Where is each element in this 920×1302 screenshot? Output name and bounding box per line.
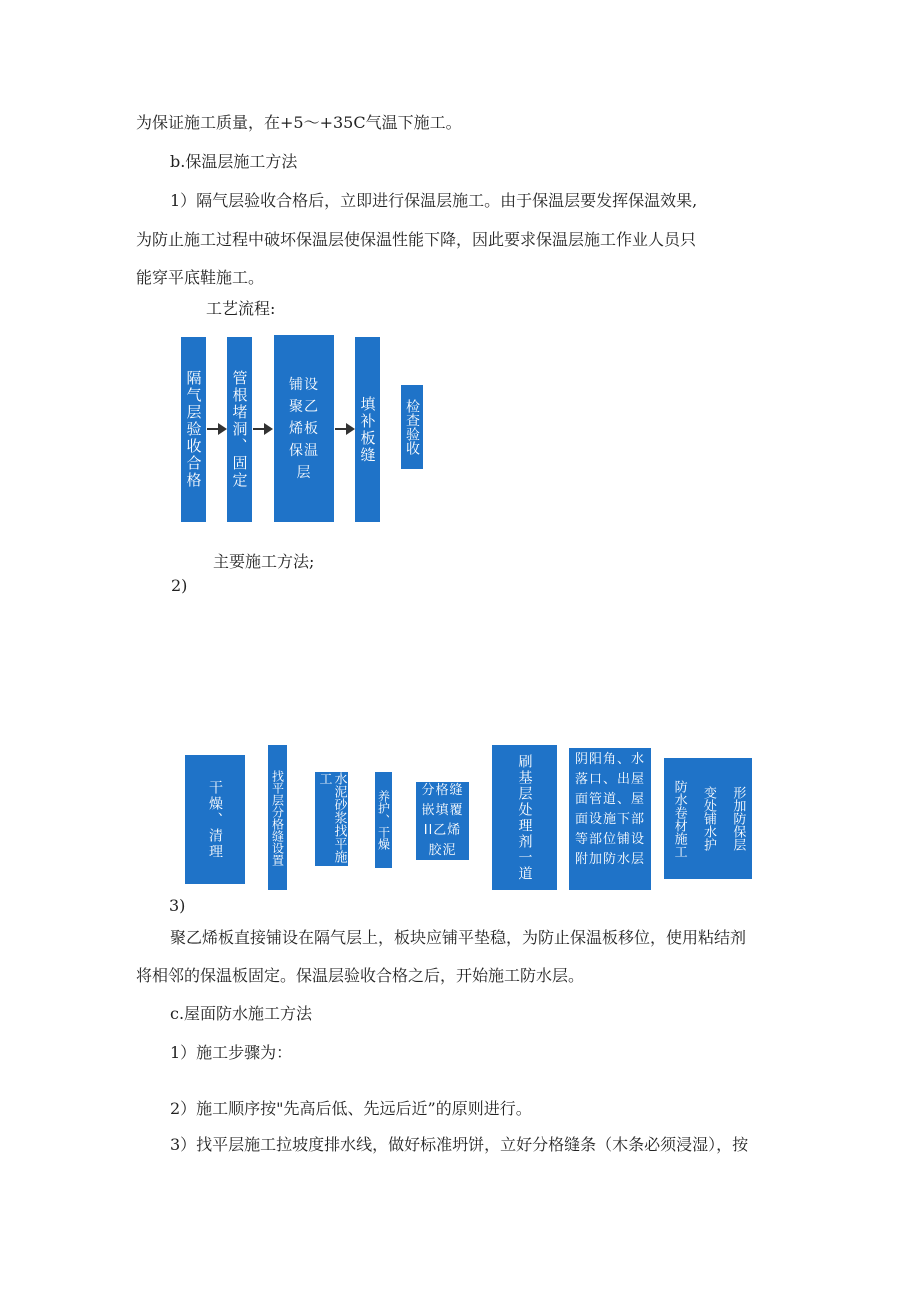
step-curing-drying: 养护、干燥 — [375, 772, 392, 868]
paragraph-c1: 1）施工步骤为： — [170, 1043, 293, 1062]
item-number-3: 3) — [169, 896, 186, 915]
paragraph-b1-line2: 为防止施工过程中破坏保温层使保温性能下降，因此要求保温层施工作业人员只 — [136, 230, 697, 249]
flow-step-vapor-barrier-accepted: 隔气层验收合格 — [181, 337, 206, 522]
process-flow-label: 工艺流程: — [206, 299, 276, 318]
item-number-2: 2) — [171, 576, 188, 595]
membrane-columns: 防水卷材施工 变处铺水护 形加防保层 — [671, 779, 746, 858]
paragraph-temperature: 为保证施工质量，在+5～+35C气温下施工。 — [136, 113, 462, 132]
main-method-label: 主要施工方法; — [213, 552, 315, 571]
paragraph-c2: 2）施工顺序按"先高后低、先远后近”的原则进行。 — [170, 1099, 532, 1118]
step-mortar-leveling: 水泥砂浆找平施工 — [315, 772, 348, 866]
paragraph-c3: 3）找平层施工拉坡度排水线，做好标准坍饼，立好分格缝条（木条必须浸湿），按 — [170, 1135, 749, 1154]
section-heading-b: b.保温层施工方法 — [170, 152, 298, 171]
step-dry-clean: 干燥、清理 — [185, 755, 245, 884]
paragraph-b1-line3: 能穿平底鞋施工。 — [136, 268, 265, 287]
flow-step-fill-board-joints: 填补板缝 — [355, 337, 380, 522]
step-primer-coat: 刷基层处理剂一道 — [492, 745, 557, 890]
section-heading-c: c.屋面防水施工方法 — [170, 1004, 313, 1023]
flow-step-lay-polyethylene-board: 铺设聚乙烯板保温层 — [274, 335, 334, 522]
flow-step-pipe-root-plugging: 管根堵洞、固定 — [227, 337, 252, 522]
flow-arrow — [207, 428, 225, 430]
flow-arrow — [253, 428, 271, 430]
step-additional-layers: 阴阳角、水落口、出屋面管道、屋面设施下部等部位铺设附加防水层 — [569, 748, 651, 890]
paragraph-b1-line1: 1）隔气层验收合格后，立即进行保温层施工。由于保温层要发挥保温效果, — [170, 191, 698, 210]
step-membrane-and-protection — [664, 758, 752, 879]
step-leveling-joint-setting: 找平层分格缝设置 — [268, 745, 287, 890]
paragraph-3-line1: 聚乙烯板直接铺设在隔气层上，板块应铺平垫稳，为防止保温板移位，使用粘结剂 — [170, 928, 747, 947]
step-joint-sealant: 分格缝嵌填覆Il乙烯胶泥 — [416, 782, 469, 860]
paragraph-3-line2: 将相邻的保温板固定。保温层验收合格之后，开始施工防水层。 — [136, 966, 585, 985]
flow-step-inspection-acceptance: 检查验收 — [401, 385, 423, 469]
flow-arrow — [335, 428, 353, 430]
